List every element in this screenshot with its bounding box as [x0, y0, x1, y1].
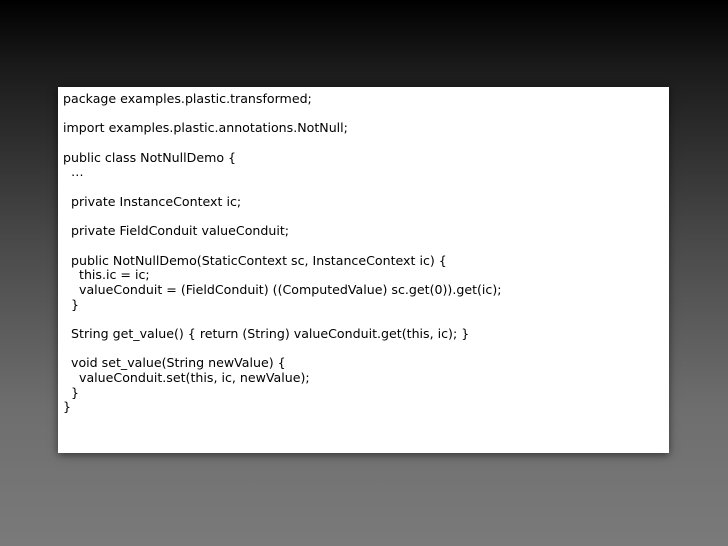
code-line: this.ic = ic; [63, 267, 150, 283]
code-line [63, 180, 669, 195]
code-line: private FieldConduit valueConduit; [63, 223, 290, 239]
code-line: } [63, 296, 80, 312]
code-line [63, 342, 669, 357]
code-listing [58, 87, 669, 453]
code-line: package examples.plastic.transformed; [63, 91, 312, 106]
code-line: } [63, 399, 72, 415]
code-line: valueConduit = (FieldConduit) ((ComputedValue) sc.get(0)).get(ic); [63, 281, 502, 297]
code-line [63, 136, 669, 151]
code-line [63, 312, 669, 327]
code-line: } [63, 384, 80, 400]
code-line [63, 239, 669, 254]
code-line: private InstanceContext ic; [63, 193, 242, 209]
code-line: String get_value() { return (String) valueConduit.get(this, ic); } [63, 326, 470, 341]
code-line [63, 210, 669, 225]
code-line: import examples.plastic.annotations.NotNull; [63, 120, 348, 136]
code-line: valueConduit.set(this, ic, newValue); [63, 370, 310, 386]
code-line: public NotNullDemo(StaticContext sc, InstanceContext ic) { [63, 252, 447, 268]
code-line: void set_value(String newValue) { [63, 355, 286, 371]
code-line: … [63, 164, 84, 180]
code-line: public class NotNullDemo { [63, 149, 237, 165]
code-line [63, 107, 669, 122]
